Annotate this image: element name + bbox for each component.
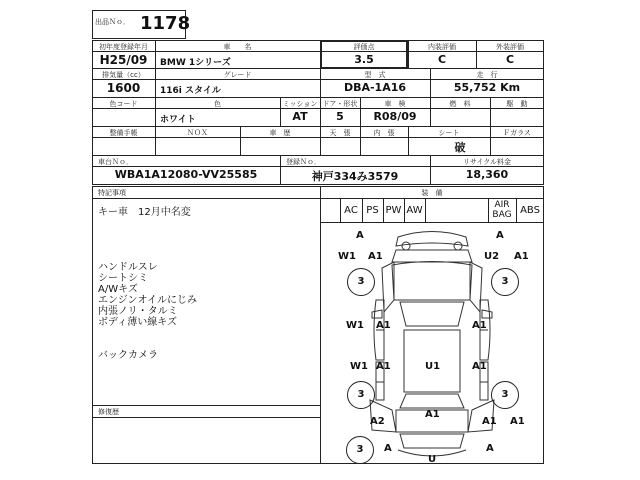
color-code-label: 色コード: [109, 100, 138, 108]
car-name-value: BMW 1シリーズ: [160, 58, 231, 68]
mission-value: AT: [292, 110, 308, 123]
exterior-label: 外装評価: [496, 43, 524, 51]
damage-mark: U: [428, 454, 437, 465]
damage-mark: U2: [484, 251, 500, 262]
mission-label: ミッション: [282, 100, 318, 108]
reg-label: 登録Ｎｏ．: [286, 158, 321, 166]
special-notes-label: 特記事項: [98, 189, 126, 197]
damage-mark-wheel: 3: [347, 268, 375, 296]
damage-mark: A1: [376, 361, 391, 372]
note-line: バックカメラ: [98, 350, 158, 361]
note-line: 内張ノリ・タルミ: [98, 306, 178, 317]
fuel-label: 燃 料: [449, 100, 471, 108]
interior-trim-label: 内 張: [373, 129, 395, 137]
divider: [92, 155, 544, 156]
history-label: 車 歴: [269, 129, 291, 137]
color-label: 色: [214, 100, 221, 108]
first-reg-value: H25/09: [99, 53, 148, 67]
equipment-airbag: AIR BAG: [492, 200, 512, 220]
equipment-pw: PW: [385, 205, 402, 216]
damage-mark: A1: [482, 416, 497, 427]
note-line: A/Wキズ: [98, 284, 138, 295]
divider: [92, 126, 544, 127]
displacement-value: 1600: [106, 81, 141, 95]
damage-mark: A2: [370, 416, 385, 427]
note-line: ハンドルスレ: [98, 262, 158, 273]
inspection-value: R08/09: [373, 110, 417, 123]
exterior-value: C: [505, 53, 515, 66]
divider: [92, 68, 544, 69]
damage-mark: A1: [376, 320, 391, 331]
lot-number: 1178: [140, 13, 191, 34]
doors-label: ドア・形状: [322, 100, 358, 108]
damage-mark: A1: [368, 251, 383, 262]
mileage-label: 走 行: [476, 71, 498, 79]
damage-mark: A1: [514, 251, 529, 262]
note-line: ボディ薄い線キズ: [98, 317, 177, 328]
note-line: キー車 12月中名変: [98, 207, 191, 218]
damage-mark: A: [384, 443, 392, 454]
model-label: 型 式: [364, 71, 386, 79]
damage-mark: A1: [425, 409, 440, 420]
equipment-label: 装 備: [421, 189, 443, 197]
damage-mark: A: [356, 230, 364, 241]
damage-mark: W1: [346, 320, 364, 331]
inspection-label: 車 検: [384, 100, 406, 108]
damage-mark: A: [496, 230, 504, 241]
damage-mark: A1: [472, 320, 487, 331]
displacement-label: 排気量（cc）: [102, 71, 145, 79]
damage-mark: W1: [338, 251, 356, 262]
lot-number-label: 出品Ｎｏ．: [95, 18, 130, 26]
damage-mark: A1: [472, 361, 487, 372]
car-name-label: 車 名: [223, 43, 252, 51]
glass-label: Ｆガラス: [503, 129, 531, 137]
equipment-ps: PS: [366, 205, 379, 216]
damage-mark-wheel: 3: [346, 436, 374, 464]
nox-label: ＮＯＸ: [187, 129, 208, 137]
model-value: DBA-1A16: [343, 81, 407, 94]
doors-value: 5: [336, 110, 344, 123]
damage-mark-wheel: 3: [491, 381, 519, 409]
divider: [92, 97, 544, 98]
damage-mark: U1: [425, 361, 441, 372]
recycle-value: 18,360: [465, 168, 509, 181]
chassis-value: WBA1A12080-VV25585: [114, 168, 258, 181]
damage-mark-wheel: 3: [347, 381, 375, 409]
repair-history-label: 修復歴: [98, 408, 119, 416]
divider: [92, 417, 320, 418]
grade-label: グレード: [223, 71, 252, 79]
drive-label: 駆 動: [506, 100, 528, 108]
equipment-aw: AW: [406, 205, 423, 216]
color-value: ホワイト: [160, 115, 196, 125]
divider: [92, 405, 320, 406]
score-label: 評価点: [353, 43, 375, 51]
equipment-ac: AC: [344, 205, 358, 216]
roof-label: 天 張: [329, 129, 351, 137]
seat-value: 破: [454, 141, 466, 154]
mileage-value: 55,752 Km: [453, 81, 521, 94]
reg-value: 神戸334み3579: [311, 170, 399, 183]
damage-mark: W1: [350, 361, 368, 372]
manual-label: 整備手帳: [109, 129, 138, 137]
damage-mark: A1: [510, 416, 525, 427]
note-line: シートシミ: [98, 273, 148, 284]
grade-value: 116i スタイル: [160, 86, 221, 96]
score-value: 3.5: [354, 53, 374, 66]
damage-mark-wheel: 3: [491, 268, 519, 296]
first-reg-label: 初年度登録年月: [99, 43, 148, 51]
divider: [425, 199, 426, 222]
recycle-label: リサイクル料金: [462, 158, 512, 166]
interior-label: 内装評価: [428, 43, 456, 51]
chassis-label: 車台Ｎｏ．: [98, 158, 133, 166]
seat-label: シート: [438, 129, 460, 137]
equipment-abs: ABS: [520, 205, 540, 216]
interior-value: C: [437, 53, 447, 66]
damage-mark: A: [486, 443, 494, 454]
divider: [92, 198, 544, 199]
note-line: エンジンオイルにじみ: [98, 295, 197, 306]
